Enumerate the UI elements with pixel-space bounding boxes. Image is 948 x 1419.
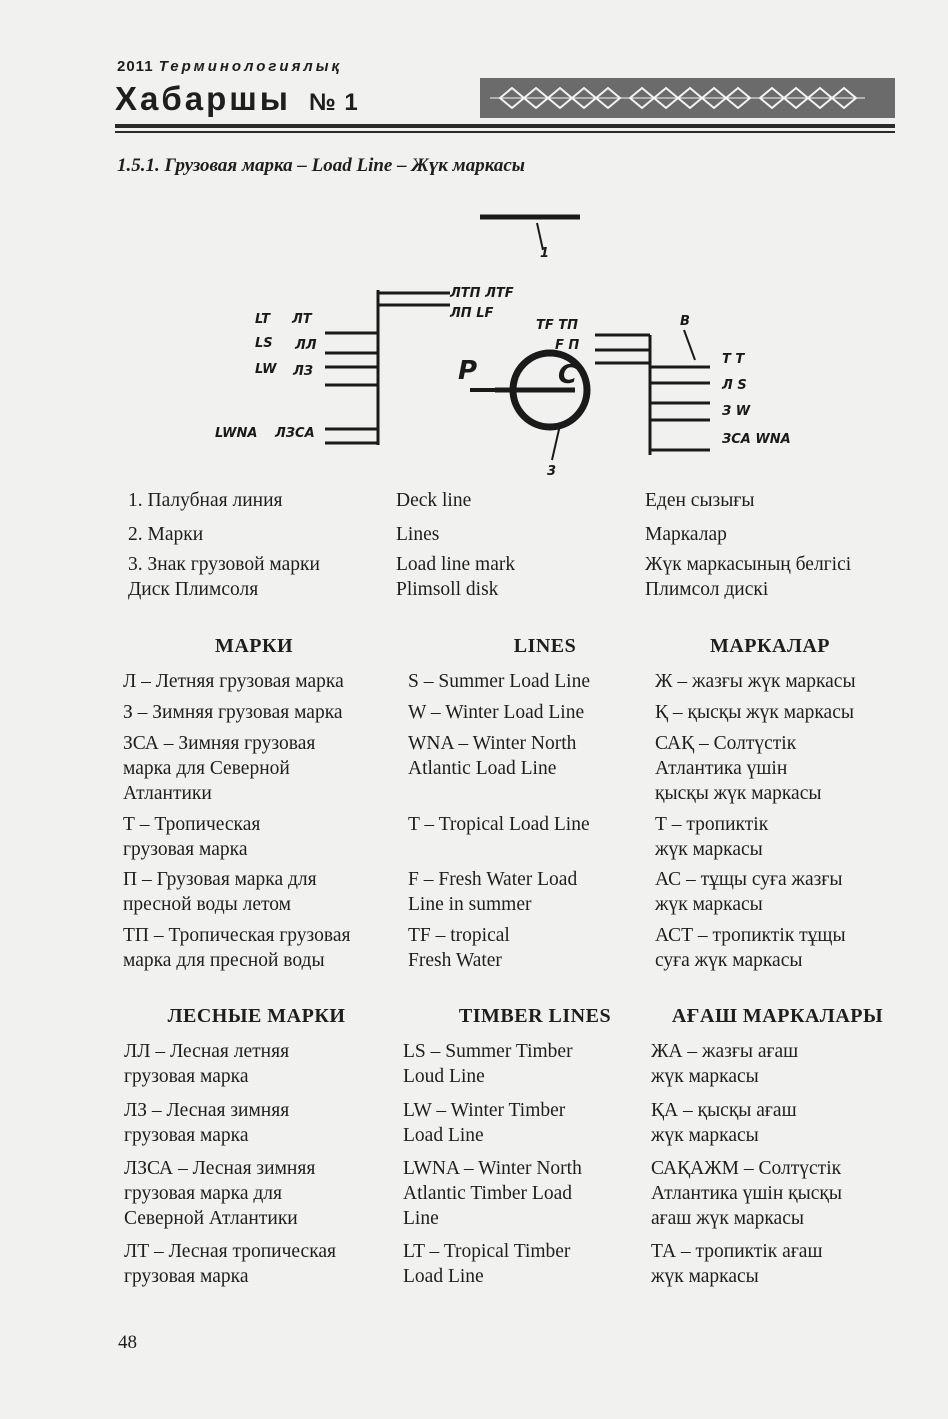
marks-ru-5: П – Грузовая марка для пресной воды летом bbox=[123, 869, 317, 915]
timber-kz-3: САҚАЖМ – Солтүстік Атлантика үшін қысқы ағаш жүк маркасы bbox=[651, 1158, 842, 1229]
marks-ru-2: З – Зимняя грузовая марка bbox=[123, 702, 343, 723]
term-ru-2: 2. Марки bbox=[128, 524, 204, 545]
year: 2011 bbox=[117, 58, 154, 75]
timber-header-ru: ЛЕСНЫЕ МАРКИ bbox=[167, 1005, 346, 1027]
diagram-label-t: Т Т bbox=[722, 352, 745, 367]
ornament-pattern bbox=[480, 78, 895, 118]
marks-kz-5: АС – тұщы суға жазғы жүк маркасы bbox=[655, 869, 843, 915]
timber-ru-4: ЛТ – Лесная тропическая грузовая марка bbox=[124, 1241, 336, 1287]
marks-en-3: WNA – Winter North Atlantic Load Line bbox=[408, 733, 577, 779]
timber-kz-1: ЖА – жазғы ағаш жүк маркасы bbox=[651, 1041, 799, 1087]
marks-ru-3: ЗСА – Зимняя грузовая марка для Северной Атлантики bbox=[123, 733, 316, 804]
marks-ru-6: ТП – Тропическая грузовая марка для пресной воды bbox=[123, 925, 351, 971]
marks-en-5: F – Fresh Water Load Line in summer bbox=[408, 869, 578, 915]
diagram-label-c: С bbox=[558, 360, 578, 390]
marks-ru-4: Т – Тропическая грузовая марка bbox=[123, 814, 261, 860]
term-ru-3: 3. Знак грузовой марки Диск Плимсоля bbox=[128, 554, 320, 600]
timber-en-1: LS – Summer Timber Loud Line bbox=[403, 1041, 573, 1087]
term-kz-1: Еден сызығы bbox=[645, 490, 755, 511]
term-kz-2: Маркалар bbox=[645, 524, 727, 545]
timber-header-kz: АҒАШ МАРКАЛАРЫ bbox=[671, 1005, 884, 1027]
header-rule-thick bbox=[115, 124, 895, 128]
header-rule-thin bbox=[115, 131, 895, 133]
term-en-2: Lines bbox=[396, 524, 440, 545]
marks-ru-1: Л – Летняя грузовая марка bbox=[123, 671, 344, 692]
marks-kz-3: САҚ – Солтүстік Атлантика үшін қысқы жүк маркасы bbox=[655, 733, 822, 804]
diagram-label-b: В bbox=[680, 314, 690, 329]
term-en-1: Deck line bbox=[396, 490, 472, 511]
marks-en-4: T – Tropical Load Line bbox=[408, 814, 590, 835]
journal-title-line bbox=[115, 80, 359, 118]
diagram-label-lwna-ru: ЛЗСА bbox=[275, 426, 315, 441]
diagram-label-ls-ru: ЛЛ bbox=[295, 338, 317, 353]
term-kz-3: Жүк маркасының белгісі Плимсол дискі bbox=[645, 554, 852, 600]
marks-header-kz: МАРКАЛАР bbox=[709, 635, 831, 657]
page-number: 48 bbox=[118, 1332, 137, 1353]
marks-kz-6: АСТ – тропиктік тұщы суға жүк маркасы bbox=[655, 925, 846, 971]
diagram-label-p: Р bbox=[458, 356, 478, 386]
diagram-label-zsa-wna: ЗСА WNA bbox=[722, 432, 791, 447]
timber-ru-1: ЛЛ – Лесная летняя грузовая марка bbox=[124, 1041, 290, 1087]
diagram-label-lt-ru: ЛТ bbox=[292, 312, 312, 327]
timber-header-en: TIMBER LINES bbox=[458, 1005, 612, 1027]
diagram-label-3: 3 bbox=[547, 464, 557, 479]
marks-kz-1: Ж – жазғы жүк маркасы bbox=[655, 671, 856, 692]
diagram-label-top-b: ЛП LF bbox=[450, 306, 494, 321]
diagram-label-top-a: ЛТП ЛТF bbox=[450, 286, 514, 301]
marks-header-ru: МАРКИ bbox=[214, 635, 294, 657]
journal-year-line bbox=[117, 58, 342, 75]
diagram-label-tf-tp: TF ТП bbox=[536, 318, 579, 333]
journal-name: Терминологиялық bbox=[158, 58, 343, 75]
timber-ru-3: ЛЗСА – Лесная зимняя грузовая марка для Северной Атлантики bbox=[124, 1158, 316, 1229]
timber-ru-2: ЛЗ – Лесная зимняя грузовая марка bbox=[124, 1100, 290, 1146]
marks-en-2: W – Winter Load Line bbox=[408, 702, 585, 723]
diagram-label-lwna: LWNA bbox=[215, 426, 258, 441]
marks-kz-4: Т – тропиктік жүк маркасы bbox=[655, 814, 769, 860]
term-en-3: Load line mark Plimsoll disk bbox=[396, 554, 516, 600]
term-ru-1: 1. Палубная линия bbox=[128, 490, 283, 511]
timber-kz-4: ТА – тропиктік ағаш жүк маркасы bbox=[651, 1241, 823, 1287]
section-title: 1.5.1. Грузовая марка – Load Line – Жүк маркасы bbox=[117, 155, 525, 176]
marks-kz-2: Қ – қысқы жүк маркасы bbox=[655, 702, 854, 723]
diagram-label-lw: LW bbox=[255, 362, 277, 377]
diagram-label-ls: LS bbox=[255, 336, 273, 351]
ornament-band bbox=[480, 78, 895, 118]
timber-kz-2: ҚА – қысқы ағаш жүк маркасы bbox=[651, 1100, 797, 1146]
marks-en-6: TF – tropical Fresh Water bbox=[408, 925, 510, 971]
timber-en-2: LW – Winter Timber Load Line bbox=[403, 1100, 566, 1146]
journal-title: Хабаршы bbox=[115, 80, 291, 117]
marks-en-1: S – Summer Load Line bbox=[408, 671, 590, 692]
load-line-diagram bbox=[215, 205, 820, 485]
diagram-label-1: 1 bbox=[540, 246, 550, 261]
diagram-label-l-s: Л S bbox=[722, 378, 747, 393]
marks-header-en: LINES bbox=[513, 635, 577, 657]
timber-en-3: LWNA – Winter North Atlantic Timber Load Line bbox=[403, 1158, 582, 1229]
diagram-label-f-p: F П bbox=[555, 338, 580, 353]
diagram-label-lw-ru: ЛЗ bbox=[293, 364, 314, 379]
timber-en-4: LT – Tropical Timber Load Line bbox=[403, 1241, 571, 1287]
diagram-label-z-w: З W bbox=[722, 404, 751, 419]
diagram-label-lt: LT bbox=[255, 312, 270, 327]
issue-number: № 1 bbox=[308, 89, 359, 116]
